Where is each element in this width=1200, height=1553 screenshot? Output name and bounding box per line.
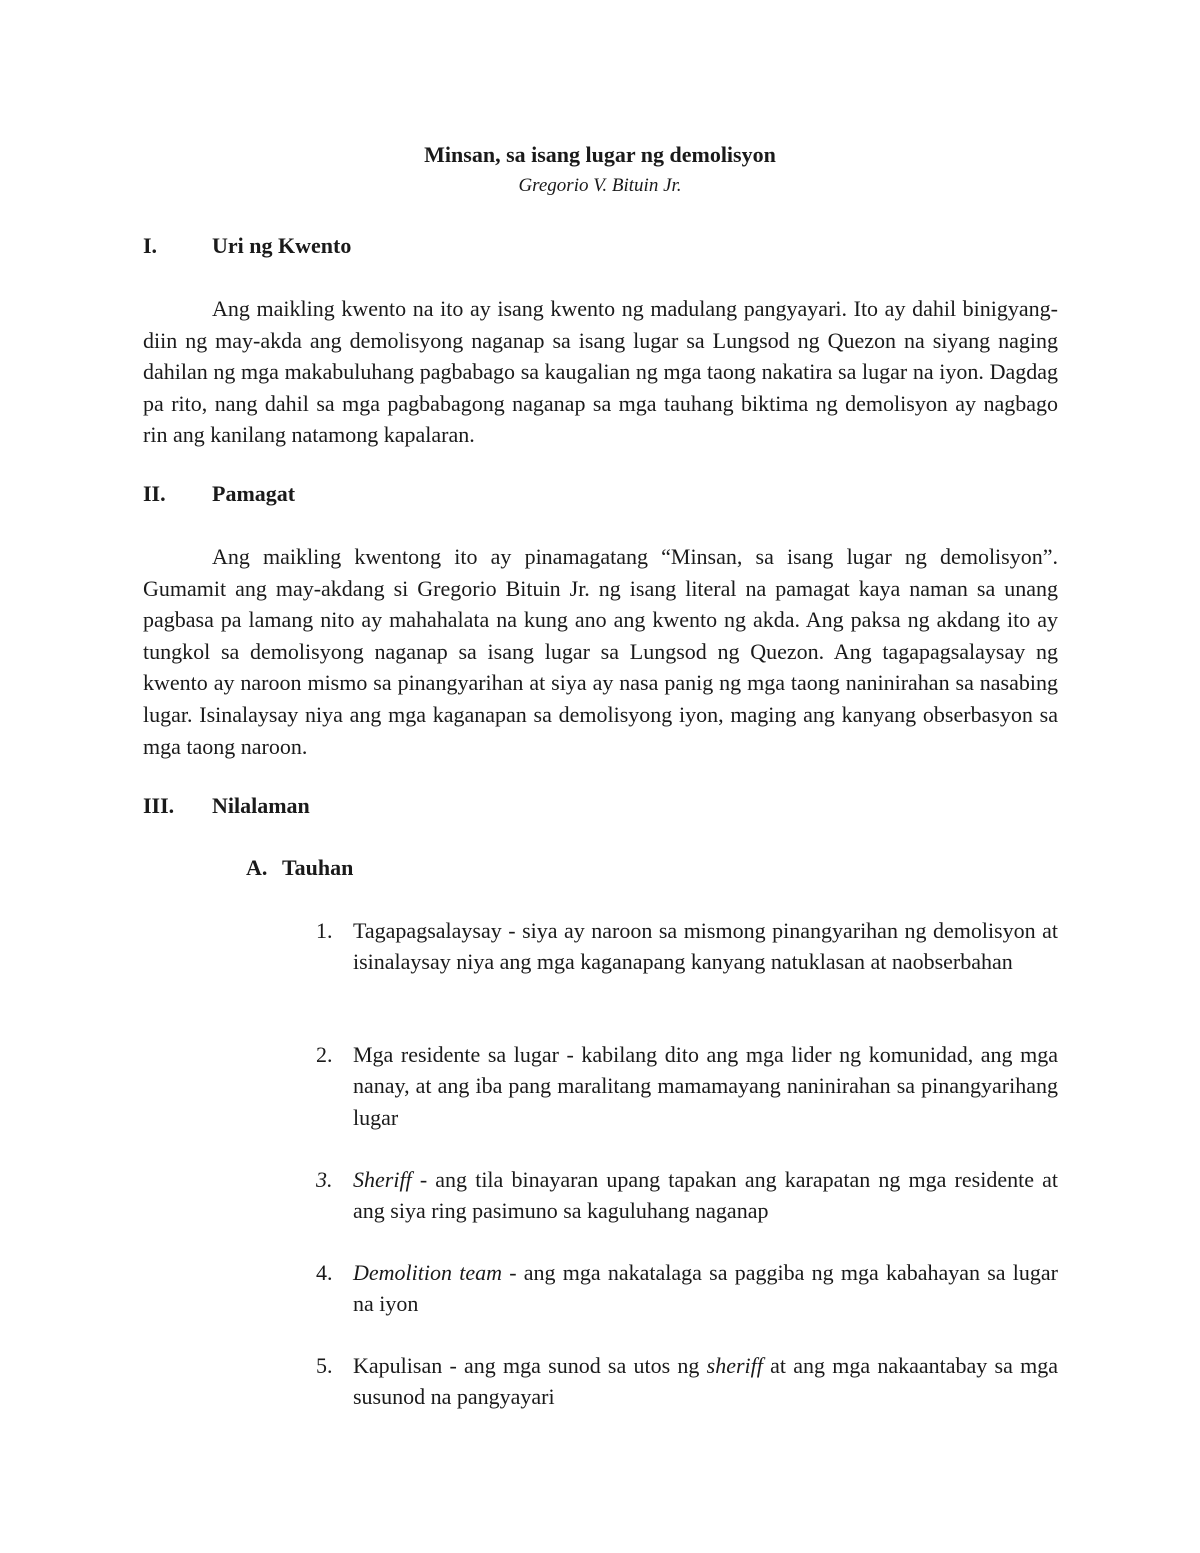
list-item-number: 1. <box>316 918 333 943</box>
section-heading-1 <box>143 230 351 262</box>
list-item-term: Demolition team <box>353 1260 502 1285</box>
list-item-text <box>353 1164 1058 1227</box>
list-item-text <box>353 1350 1058 1413</box>
subsection-heading <box>246 852 353 884</box>
document-author: Gregorio V. Bituin Jr. <box>518 175 682 196</box>
list-item <box>316 1350 1058 1413</box>
section-title: Pamagat <box>212 481 296 506</box>
section-heading-2 <box>143 478 295 510</box>
section-paragraph-2: Ang maikling kwentong ito ay pinamagatang “Minsan, sa isang lugar ng demolisyon”. Gumamit ang may-akdang si Gregorio Bituin Jr. ng isang literal na pamagat kaya naman sa unang pagbasa pa lamang nito ay mahahalata na kung ano ang kwento ng akda. Ang paksa ng akdang ito ay tungkol sa demolisyong naganap sa isang lugar sa Lungsod ng Quezon. Ang tagapagsalaysay ng kwento ay naroon mismo sa pinangyarihan at siya ay nasa panig ng mga taong naninirahan sa nasabing lugar. Isinalaysay niya ang mga kaganapan sa demolisyong iyon, maging ang kanyang obserbasyon sa mga taong naroon. <box>143 544 1058 759</box>
list-item-description: - ang mga nakatalaga sa paggiba ng mga kabahayan sa lugar na iyon <box>353 1260 1058 1317</box>
list-item-term: Tagapagsalaysay <box>353 918 502 943</box>
document-title: Minsan, sa isang lugar ng demolisyon <box>424 142 776 167</box>
list-item-text <box>353 915 1058 978</box>
list-item-term: Kapulisan <box>353 1353 443 1378</box>
section-number: II. <box>143 481 166 506</box>
section-paragraph-1: Ang maikling kwento na ito ay isang kwento ng madulang pangyayari. Ito ay dahil binigyang-diin ng may-akda ang demolisyong naganap sa isang lugar sa Lungsod ng Quezon na siyang naging dahilan ng mga makabuluhang pagbabago sa kaugalian ng mga taong nakatira sa lugar na iyon. Dagdag pa rito, nang dahil sa mga pagbabagong naganap sa mga tauhang biktima ng demolisyon ay nagbago rin ang kanilang natamong kapalaran. <box>143 296 1058 448</box>
list-item-number: 4. <box>316 1260 333 1285</box>
list-item-text <box>353 1039 1058 1133</box>
section-heading-3 <box>143 790 310 822</box>
section-title: Uri ng Kwento <box>212 233 352 258</box>
list-item-description: - ang mga sunod sa utos ng <box>442 1353 707 1378</box>
list-item-description: - kabilang dito ang mga lider ng komunidad, ang mga nanay, at ang iba pang maralitang mamamayang naninirahan sa pinangyarihang lugar <box>353 1042 1058 1130</box>
subsection-title: Tauhan <box>282 855 354 880</box>
list-item <box>316 1039 1058 1133</box>
list-item <box>316 915 1058 978</box>
section-title: Nilalaman <box>212 793 310 818</box>
list-item-number: 2. <box>316 1042 333 1067</box>
list-item-text <box>353 1257 1058 1320</box>
subsection-letter: A. <box>246 855 268 880</box>
list-item <box>316 1257 1058 1320</box>
list-item-description: - ang tila binayaran upang tapakan ang karapatan ng mga residente at ang siya ring pasimuno sa kaguluhang naganap <box>353 1167 1058 1224</box>
list-item-description: at ang mga nakaantabay sa mga susunod na pangyayari <box>353 1353 1058 1410</box>
section-number: I. <box>143 233 158 258</box>
list-item-term: Mga residente sa lugar <box>353 1042 559 1067</box>
list-item-description: - siya ay naroon sa mismong pinangyarihan ng demolisyon at isinalaysay niya ang mga kaganapang kanyang natuklasan at naobserbahan <box>353 918 1058 975</box>
list-item-emphasis: sheriff <box>706 1353 763 1378</box>
list-item-term: Sheriff <box>353 1167 412 1192</box>
list-item <box>316 1164 1058 1227</box>
list-item-number: 5. <box>316 1353 333 1378</box>
list-item-number: 3. <box>316 1167 333 1192</box>
section-number: III. <box>143 793 175 818</box>
